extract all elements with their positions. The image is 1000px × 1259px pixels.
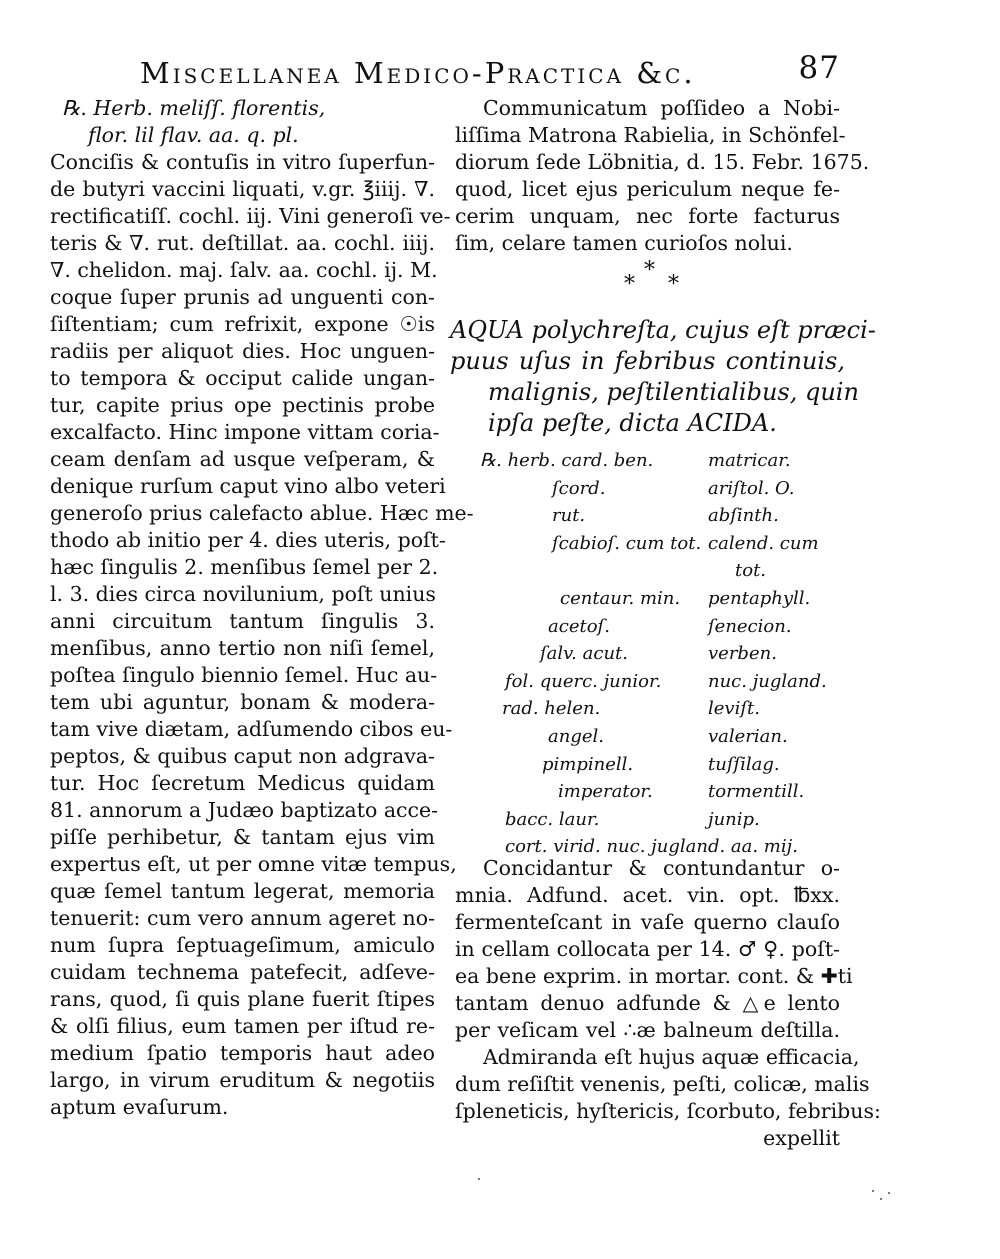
text-line: in cellam collocata per 14. ♂ ♀. poſt-	[455, 937, 840, 961]
ingredient-right: valerian.	[708, 725, 788, 747]
text-line: aptum evaſurum.	[50, 1095, 229, 1119]
text-line: tem ubi aguntur, bonam & modera-	[50, 690, 435, 714]
text-line: Conciſis & contuſis in vitro ſuperfun-	[50, 150, 435, 174]
ingredient-right: nuc. jugland.	[708, 670, 827, 692]
running-header	[140, 50, 840, 96]
text-line: rectificatiſſ. cochl. iij. Vini generoſi ve-	[50, 204, 451, 228]
ingredient-row	[480, 530, 845, 558]
ingredient-right: abſinth.	[708, 505, 779, 527]
text-line: Concidantur & contundantur o-	[483, 856, 840, 880]
text-line: 81. annorum a Judæo baptizato acce-	[50, 798, 439, 822]
text-line: poſtea ſingulo biennio ſemel. Huc au-	[50, 663, 438, 687]
heading-line: AQUA polychreſta, cujus eſt præci-	[450, 316, 876, 344]
ingredient-left: ſcord.	[552, 477, 606, 499]
ingredient-right: verben.	[708, 643, 777, 665]
ingredient-row	[480, 695, 845, 723]
text-line: diorum ſede Löbnitia, d. 15. Febr. 1675.	[455, 150, 870, 174]
ingredient-right: matricar.	[708, 450, 791, 471]
text-line: liſſima Matrona Rabielia, in Schönfel-	[455, 123, 846, 147]
text-line: to tempora & occiput calide ungan-	[50, 366, 435, 390]
text-line: excalfacto. Hinc impone vittam coria-	[50, 420, 440, 444]
text-line: generoſo prius calefacto ablue. Hæc me-	[50, 501, 474, 525]
ingredient-right: calend. cum	[708, 532, 819, 554]
text-line: menſibus, anno tertio non niſi ſemel,	[50, 636, 435, 660]
heading-line: malignis, peſtilentialibus, quin	[488, 378, 859, 406]
text-line: medium ſpatio temporis haut adeo	[50, 1041, 435, 1065]
text-line: largo, in virum eruditum & negotiis	[50, 1068, 435, 1092]
ingredient-row	[480, 502, 845, 530]
section-divider-stars	[600, 258, 720, 312]
ingredient-row	[480, 557, 845, 585]
text-line: Admiranda eſt hujus aquæ efficacia,	[483, 1045, 860, 1069]
text-line: piſſe perhibetur, & tantam ejus vim	[50, 825, 435, 849]
ingredient-left: cort. virid. nuc. jugland. aa. mij.	[505, 836, 798, 858]
text-line: quæ ſemel tantum legerat, memoria	[50, 879, 435, 903]
running-title: Miscellanea Medico-Practica &c.	[140, 56, 696, 90]
recipe-heading	[450, 315, 876, 439]
ingredient-left: imperator.	[558, 781, 653, 803]
text-line: radiis per aliquot dies. Hoc unguen-	[50, 339, 435, 363]
text-line: tur, capite prius ope pectinis probe	[50, 393, 435, 417]
text-line: de butyri vaccini liquati, v.gr. ℥iiij. ∇.	[50, 177, 435, 201]
ingredient-row	[480, 751, 845, 779]
ink-speck	[888, 1192, 890, 1194]
right-column-bottom	[455, 855, 881, 1152]
ingredient-left: rut.	[552, 505, 586, 527]
ingredient-left: centaur. min.	[560, 587, 681, 609]
text-line: dum reſiſtit venenis, peſti, colicæ, malis	[455, 1072, 870, 1096]
ingredient-row	[480, 640, 845, 668]
ingredient-left: ſcabioſ. cum tot.	[552, 532, 702, 554]
ink-speck	[880, 1198, 882, 1200]
text-line: cerim unquam, nec forte facturus	[455, 204, 840, 228]
text-line: Communicatum poſſideo a Nobi-	[483, 96, 840, 120]
text-line: ℞. Herb. meliſſ. florentis,	[62, 96, 326, 120]
ingredient-left: ſalv. acut.	[540, 643, 628, 665]
text-line: tenuerit: cum vero annum ageret no-	[50, 906, 435, 930]
recipe-ingredients	[480, 447, 845, 861]
text-line: flor. lil flav. aa. q. pl.	[88, 123, 299, 147]
star: *	[624, 272, 635, 297]
text-line: cuidam technema patefecit, adſeve-	[50, 960, 435, 984]
text-line: tam vive diætam, adſumendo cibos eu-	[50, 717, 453, 741]
heading-line: puus uſus in febribus continuis,	[450, 347, 845, 375]
text-line: ſim, celare tamen curioſos nolui.	[455, 231, 793, 255]
text-line: tur. Hoc ſecretum Medicus quidam	[50, 771, 435, 795]
ingredient-right: pentaphyll.	[708, 587, 811, 609]
page-number: 87	[798, 50, 840, 86]
ingredient-right: tot.	[735, 560, 767, 582]
ingredient-row	[480, 447, 845, 475]
text-line: fermenteſcant in vaſe querno clauſo	[455, 910, 840, 934]
text-line: rans, quod, ſi quis plane fuerit ſtipes	[50, 987, 435, 1011]
ingredient-right: ariſtol. O.	[708, 477, 795, 499]
ingredient-left: ℞. herb. card. ben.	[480, 450, 654, 471]
text-line: ſiſtentiam; cum refrixit, expone ☉is	[50, 312, 435, 336]
ingredient-row	[480, 806, 845, 834]
ingredient-left: acetoſ.	[548, 615, 610, 637]
ingredient-left: rad. helen.	[502, 698, 601, 720]
text-line: mnia. Adfund. acet. vin. opt. ℔xx.	[455, 883, 840, 907]
text-line: ſpleneticis, hyſtericis, ſcorbuto, febribus:	[455, 1099, 881, 1123]
ingredient-row	[480, 778, 845, 806]
text-line: l. 3. dies circa novilunium, poſt unius	[50, 582, 436, 606]
star: *	[668, 272, 679, 297]
text-line: ∇. chelidon. maj. ſalv. aa. cochl. ij. M.	[50, 258, 438, 282]
text-line: denique rurſum caput vino albo veteri	[50, 474, 446, 498]
ingredient-row	[480, 723, 845, 751]
ingredient-row	[480, 613, 845, 641]
ingredient-row	[480, 668, 845, 696]
ingredient-right: junip.	[708, 808, 760, 830]
ingredient-row	[480, 475, 845, 503]
text-line: thodo ab initio per 4. dies uteris, poſt-	[50, 528, 446, 552]
text-line: hæc ſingulis 2. menſibus ſemel per 2.	[50, 555, 439, 579]
ingredient-right: tuſſilag.	[708, 753, 780, 775]
ink-speck	[872, 1190, 874, 1192]
star: *	[644, 258, 655, 283]
ingredient-row	[480, 585, 845, 613]
text-line: ea bene exprim. in mortar. cont. & ✚ti	[455, 964, 853, 988]
ingredient-left: pimpinell.	[542, 753, 634, 775]
right-column-top	[455, 95, 870, 257]
ingredient-right: tormentill.	[708, 781, 805, 803]
ingredient-left: fol. querc. junior.	[505, 670, 662, 692]
text-line: tantam denuo adfunde & △e lento	[455, 991, 840, 1015]
text-line: per veſicam vel ∴æ balneum deſtilla.	[455, 1018, 840, 1042]
ink-speck	[478, 1178, 480, 1180]
heading-line: ipſa peſte, dicta ACIDA.	[488, 409, 777, 437]
text-line: anni circuitum tantum ſingulis 3.	[50, 609, 435, 633]
text-line: & olſi filius, eum tamen per iſtud re-	[50, 1014, 435, 1038]
text-line: num ſupra ſeptuageſimum, amiculo	[50, 933, 435, 957]
text-line: ceam denſam ad usque veſperam, &	[50, 447, 435, 471]
text-line: peptos, & quibus caput non adgrava-	[50, 744, 435, 768]
text-line: expertus eſt, ut per omne vitæ tempus,	[50, 852, 457, 876]
ingredient-right: leviſt.	[708, 698, 760, 720]
ingredient-left: angel.	[548, 725, 604, 747]
text-line: coque ſuper prunis ad unguenti con-	[50, 285, 435, 309]
ingredient-left: bacc. laur.	[505, 808, 600, 830]
ingredient-right: ſenecion.	[708, 615, 792, 637]
left-column	[50, 95, 474, 1121]
text-line: teris & ∇. rut. deſtillat. aa. cochl. iiij.	[50, 231, 435, 255]
text-line: expellit	[763, 1126, 840, 1150]
text-line: quod, licet ejus periculum neque fe-	[455, 177, 840, 201]
